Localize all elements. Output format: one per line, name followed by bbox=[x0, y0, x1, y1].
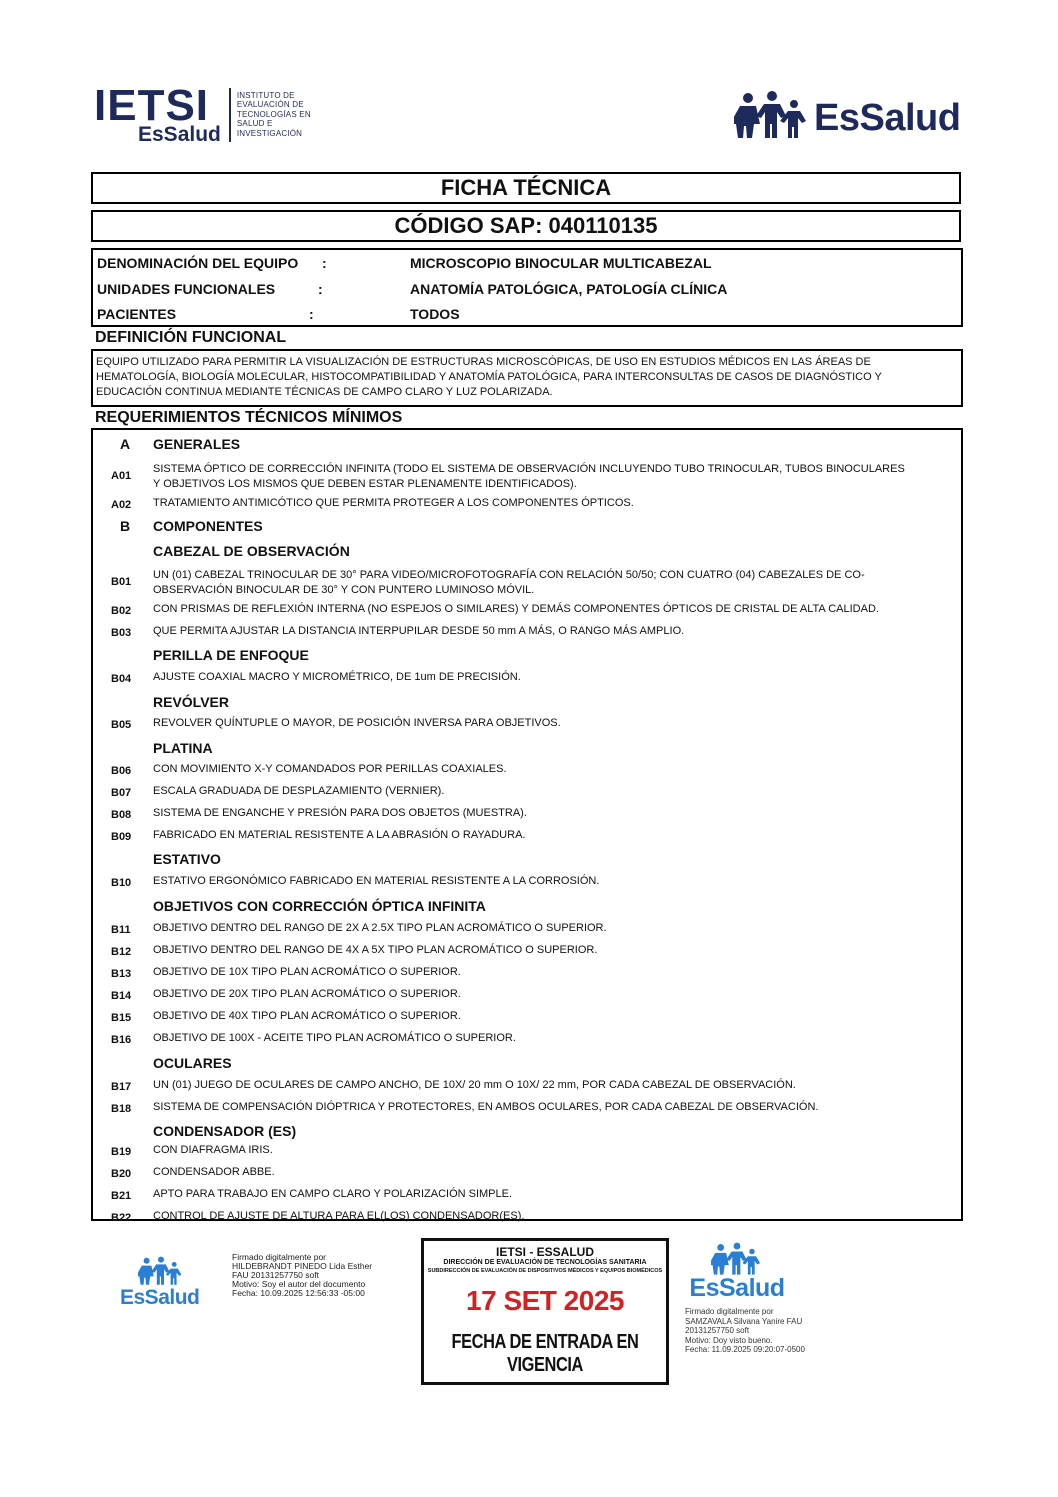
requerimientos-box bbox=[91, 428, 963, 1224]
info-colon: : bbox=[318, 281, 323, 297]
requirement-text: OBJETIVO DENTRO DEL RANGO DE 2X A 2.5X TIPO PLAN ACROMÁTICO O SUPERIOR. bbox=[153, 922, 607, 934]
signature-line: 20131257750 soft bbox=[685, 1326, 750, 1335]
digital-signature-left bbox=[232, 1253, 372, 1298]
definicion-line: EDUCACIÓN CONTINUA MEDIANTE TÉCNICAS DE CAMPO CLARO Y LUZ POLARIZADA. bbox=[96, 386, 553, 398]
requirement-text: CONDENSADOR ABBE. bbox=[153, 1166, 275, 1178]
requirement-code: B12 bbox=[111, 946, 132, 958]
requirement-text: Y OBJETIVOS LOS MISMOS QUE DEBEN ESTAR PLENAMENTE IDENTIFICADOS). bbox=[153, 478, 577, 490]
requirement-code: A02 bbox=[111, 499, 132, 511]
requirement-code: B14 bbox=[111, 990, 132, 1002]
ietsi-logo-divider bbox=[229, 88, 231, 142]
requirement-code: B02 bbox=[111, 605, 132, 617]
requirement-code: B04 bbox=[111, 673, 132, 685]
requirement-text: UN (01) CABEZAL TRINOCULAR DE 30° PARA VIDEO/MICROFOTOGRAFÍA CON RELACIÓN 50/50; CON CUATRO (04) CABEZALES DE CO- bbox=[153, 569, 865, 581]
stamp-direccion: DIRECCIÓN DE EVALUACIÓN DE TECNOLOGÍAS SANITARIA bbox=[443, 1259, 647, 1266]
stamp-title: IETSI - ESSALUD bbox=[495, 1245, 594, 1259]
requirement-code: B15 bbox=[111, 1012, 132, 1024]
signature-line: HILDEBRANDT PINEDO Lida Esther bbox=[232, 1261, 373, 1271]
ietsi-logo-word: IETSI bbox=[94, 81, 210, 130]
ietsi-logo-sub: EsSalud bbox=[138, 123, 221, 146]
family-icon bbox=[734, 90, 810, 140]
requirement-text: OBJETIVO DENTRO DEL RANGO DE 4X A 5X TIPO PLAN ACROMÁTICO O SUPERIOR. bbox=[153, 944, 598, 956]
footer-essalud-logo-right bbox=[687, 1242, 787, 1303]
info-label: DENOMINACIÓN DEL EQUIPO bbox=[97, 255, 299, 271]
info-colon: : bbox=[309, 306, 314, 322]
requirement-text: OBSERVACIÓN BINOCULAR DE 30° Y CON PUNTERO LUMINOSO MÓVIL. bbox=[153, 584, 535, 596]
requirement-text: CON MOVIMIENTO X-Y COMANDADOS POR PERILLAS COAXIALES. bbox=[153, 763, 507, 775]
subsection-title: ESTATIVO bbox=[153, 851, 221, 867]
requirement-text: OBJETIVO DE 20X TIPO PLAN ACROMÁTICO O SUPERIOR. bbox=[153, 988, 461, 1000]
requirement-code: B11 bbox=[111, 924, 131, 936]
definicion-box bbox=[91, 349, 963, 407]
requirement-code: B20 bbox=[111, 1168, 132, 1180]
requirement-text: ESTATIVO ERGONÓMICO FABRICADO EN MATERIAL RESISTENTE A LA CORROSIÓN. bbox=[153, 875, 600, 887]
requirement-code: B06 bbox=[111, 765, 132, 777]
requirement-text: SISTEMA DE ENGANCHE Y PRESIÓN PARA DOS OBJETOS (MUESTRA). bbox=[153, 807, 527, 819]
requirement-text: SISTEMA DE COMPENSACIÓN DIÓPTRICA Y PROTECTORES, EN AMBOS OCULARES, POR CADA CABEZAL DE OBSERVACIÓN. bbox=[153, 1101, 819, 1113]
info-label: UNIDADES FUNCIONALES bbox=[97, 281, 276, 297]
requirement-text: ESCALA GRADUADA DE DESPLAZAMIENTO (VERNIER). bbox=[153, 785, 445, 797]
subsection-title: PLATINA bbox=[153, 740, 213, 756]
stamp-subdireccion: SUBDIRECCIÓN DE EVALUACIÓN DE DISPOSITIVOS MÉDICOS Y EQUIPOS BIOMÉDICOS bbox=[427, 1268, 663, 1274]
section-letter: B bbox=[120, 518, 131, 534]
signature-line: Firmado digitalmente por bbox=[685, 1307, 774, 1316]
footer-logo-text: EsSalud bbox=[689, 1274, 785, 1302]
ietsi-logo-description bbox=[237, 91, 311, 139]
sap-code-title: CÓDIGO SAP: 040110135 bbox=[91, 210, 961, 242]
requirement-code: B16 bbox=[111, 1034, 132, 1046]
requirement-code: B08 bbox=[111, 809, 132, 821]
section-title: COMPONENTES bbox=[153, 518, 263, 534]
footer-essalud-logo-left bbox=[120, 1256, 202, 1310]
stamp-date: 17 SET 2025 bbox=[466, 1285, 624, 1316]
subsection-title: PERILLA DE ENFOQUE bbox=[153, 647, 309, 663]
info-value: MICROSCOPIO BINOCULAR MULTICABEZAL bbox=[410, 255, 712, 271]
subsection-title: OBJETIVOS CON CORRECCIÓN ÓPTICA INFINITA bbox=[153, 898, 486, 914]
requirement-text: FABRICADO EN MATERIAL RESISTENTE A LA ABRASIÓN O RAYADURA. bbox=[153, 829, 526, 841]
requirement-code: B18 bbox=[111, 1103, 132, 1115]
section-letter: A bbox=[120, 436, 131, 452]
validity-stamp bbox=[421, 1238, 669, 1385]
requirement-text: AJUSTE COAXIAL MACRO Y MICROMÉTRICO, DE 1um DE PRECISIÓN. bbox=[153, 671, 521, 683]
signature-line: Motivo: Doy visto bueno. bbox=[685, 1335, 773, 1345]
requirement-text: QUE PERMITA AJUSTAR LA DISTANCIA INTERPUPILAR DESDE 50 mm A MÁS, O RANGO MÁS AMPLIO. bbox=[153, 625, 685, 637]
family-icon bbox=[711, 1242, 763, 1276]
requirement-text: OBJETIVO DE 100X - ACEITE TIPO PLAN ACROMÁTICO O SUPERIOR. bbox=[153, 1032, 516, 1044]
info-colon: : bbox=[322, 255, 327, 271]
ietsi-desc-line: TECNOLOGÍAS EN bbox=[236, 109, 311, 119]
ietsi-desc-line: SALUD E bbox=[236, 119, 273, 129]
requirement-text: SISTEMA ÓPTICO DE CORRECCIÓN INFINITA (TODO EL SISTEMA DE OBSERVACIÓN INCLUYENDO TUBO TRINOCULAR, TUBOS BINOCULARES bbox=[153, 463, 905, 475]
requirement-code: B21 bbox=[111, 1190, 132, 1202]
equipment-info-box bbox=[91, 248, 963, 327]
requirement-text: UN (01) JUEGO DE OCULARES DE CAMPO ANCHO, DE 10X/ 20 mm O 10X/ 22 mm, POR CADA CABEZAL DE OBSERVACIÓN. bbox=[153, 1079, 796, 1091]
requirement-code: B17 bbox=[111, 1081, 132, 1093]
requirement-text: APTO PARA TRABAJO EN CAMPO CLARO Y POLARIZACIÓN SIMPLE. bbox=[153, 1188, 513, 1200]
signature-line: SAMZAVALA Silvana Yanire FAU bbox=[685, 1316, 803, 1326]
signature-line: Fecha: 10.09.2025 12:56:33 -05:00 bbox=[232, 1288, 365, 1298]
signature-line: FAU 20131257750 soft bbox=[232, 1270, 319, 1280]
section-title: GENERALES bbox=[153, 436, 241, 452]
digital-signature-right bbox=[685, 1307, 805, 1355]
requirement-text: CON DIAFRAGMA IRIS. bbox=[153, 1144, 273, 1156]
requirement-text: TRATAMIENTO ANTIMICÓTICO QUE PERMITA PROTEGER A LOS COMPONENTES ÓPTICOS. bbox=[153, 497, 634, 509]
subsection-title: REVÓLVER bbox=[153, 694, 229, 710]
subsection-title: CONDENSADOR (ES) bbox=[153, 1123, 297, 1139]
essalud-logo bbox=[734, 90, 960, 140]
info-value: ANATOMÍA PATOLÓGICA, PATOLOGÍA CLÍNICA bbox=[410, 281, 728, 297]
ietsi-logo bbox=[94, 81, 311, 146]
requirement-code: B09 bbox=[111, 831, 132, 843]
definicion-line: HEMATOLOGÍA, BIOLOGÍA MOLECULAR, HISTOCOMPATIBILIDAD Y ANATOMÍA PATOLÓGICA, PARA INTERCONSULTAS DE CASOS DE DIAGNÓSTICO Y bbox=[96, 371, 882, 383]
signature-line: Motivo: Soy el autor del documento bbox=[232, 1279, 366, 1289]
ietsi-desc-line: INSTITUTO DE bbox=[236, 90, 295, 100]
info-value: TODOS bbox=[410, 306, 460, 322]
document-title: FICHA TÉCNICA bbox=[91, 172, 961, 204]
requerimientos-heading: REQUERIMIENTOS TÉCNICOS MÍNIMOS bbox=[95, 409, 403, 426]
signature-line: Firmado digitalmente por bbox=[232, 1252, 327, 1262]
requirement-code: B07 bbox=[111, 787, 132, 799]
subsection-title: OCULARES bbox=[153, 1055, 232, 1071]
ietsi-desc-line: EVALUACIÓN DE bbox=[236, 100, 304, 110]
requirement-text: REVOLVER QUÍNTUPLE O MAYOR, DE POSICIÓN INVERSA PARA OBJETIVOS. bbox=[153, 717, 561, 729]
family-icon bbox=[138, 1256, 184, 1286]
subsection-title: CABEZAL DE OBSERVACIÓN bbox=[153, 543, 350, 559]
requirement-code: B01 bbox=[111, 576, 132, 588]
definicion-heading: DEFINICIÓN FUNCIONAL bbox=[95, 329, 287, 346]
requirement-code: B10 bbox=[111, 877, 132, 889]
essalud-logo-text: EsSalud bbox=[814, 97, 961, 139]
info-label: PACIENTES bbox=[97, 306, 177, 322]
requirement-text: CON PRISMAS DE REFLEXIÓN INTERNA (NO ESPEJOS O SIMILARES) Y DEMÁS COMPONENTES ÓPTICOS DE CRISTAL DE ALTA CALIDAD. bbox=[153, 603, 879, 615]
requirement-code: B03 bbox=[111, 627, 132, 639]
requirement-code: A01 bbox=[111, 470, 132, 482]
footer-logo-text: EsSalud bbox=[120, 1286, 200, 1309]
requirement-text: CONTROL DE AJUSTE DE ALTURA PARA EL(LOS) CONDENSADOR(ES). bbox=[153, 1210, 525, 1222]
requirement-code: B05 bbox=[111, 719, 132, 731]
requirement-text: OBJETIVO DE 40X TIPO PLAN ACROMÁTICO O SUPERIOR. bbox=[153, 1010, 461, 1022]
requirement-code: B13 bbox=[111, 968, 132, 980]
definicion-line: EQUIPO UTILIZADO PARA PERMITIR LA VISUALIZACIÓN DE ESTRUCTURAS MICROSCÓPICAS, DE USO EN ESTUDIOS MÉDICOS EN LAS ÁREAS DE bbox=[96, 356, 871, 368]
requirement-code: B19 bbox=[111, 1146, 132, 1158]
requirement-code: B22 bbox=[111, 1212, 132, 1224]
requirement-text: OBJETIVO DE 10X TIPO PLAN ACROMÁTICO O SUPERIOR. bbox=[153, 966, 461, 978]
stamp-footer: FECHA DE ENTRADA EN VIGENCIA bbox=[451, 1331, 639, 1376]
ietsi-desc-line: INVESTIGACIÓN bbox=[236, 128, 303, 138]
signature-line: Fecha: 11.09.2025 09:20:07-0500 bbox=[685, 1345, 805, 1354]
